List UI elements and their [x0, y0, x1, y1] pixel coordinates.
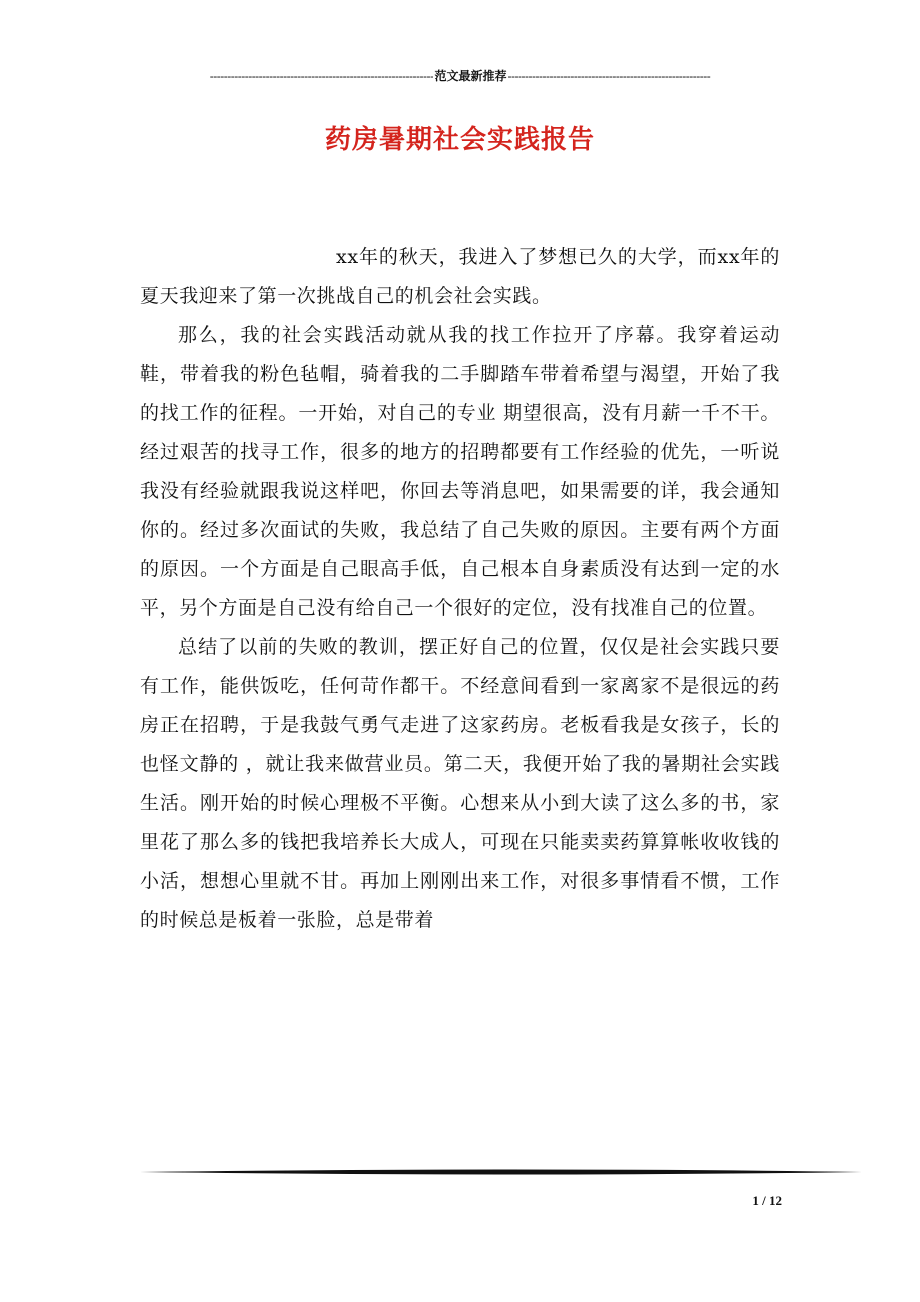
page-header	[140, 66, 780, 86]
paragraph-1: xx年的秋天，我进入了梦想已久的大学，而xx年的夏天我迎来了第一次挑战自己的机会社会实践。	[140, 246, 780, 307]
header-dashes-right: ----------------------------------------------------------	[507, 69, 711, 83]
header-dashes-left: ----------------------------------------------------------------	[209, 69, 434, 83]
header-text: 范文最新推荐	[434, 69, 507, 83]
document-title: 药房暑期社会实践报告	[324, 125, 595, 155]
document-body	[140, 238, 780, 940]
footer-rule	[140, 1168, 862, 1176]
paragraph-2: 那么，我的社会实践活动就从我的找工作拉开了序幕。我穿着运动鞋，带着我的粉色毡帽，骑着我的二手脚踏车带着希望与渴望，开始了我的找工作的征程。一开始，对自己的专业 期望很高，没有月薪一千不干。经过艰苦的找寻工作，很多的地方的招聘都要有工作经验的优先，一听说我没有经验就跟我说这样吧，你回去等消息吧，如果需要的详，我会通知你的。经过多次面试的失败，我总结了自己失败的原因。主要有两个方面的原因。一个方面是自己眼高手低，自己根本自身素质没有达到一定的水平，另个方面是自己没有给自己一个很好的定位，没有找准自己的位置。	[140, 324, 780, 619]
page-number: 1 / 12	[752, 1193, 782, 1208]
paragraph-3: 总结了以前的失败的教训，摆正好自己的位置，仅仅是社会实践只要有工作，能供饭吃，任何苛作都干。不经意间看到一家离家不是很远的药房正在招聘，于是我鼓气勇气走进了这家药房。老板看我是女孩子，长的也怪文静的 ，就让我来做营业员。第二天，我便开始了我的暑期社会实践生活。刚开始的时候心理极不平衡。心想来从小到大读了这么多的书，家里花了那么多的钱把我培养长大成人，可现在只能卖卖药算算帐收收钱的小活，想想心里就不甘。再加上刚刚出来工作，对很多事情看不惯，工作的时候总是板着一张脸，总是带着	[140, 636, 780, 931]
